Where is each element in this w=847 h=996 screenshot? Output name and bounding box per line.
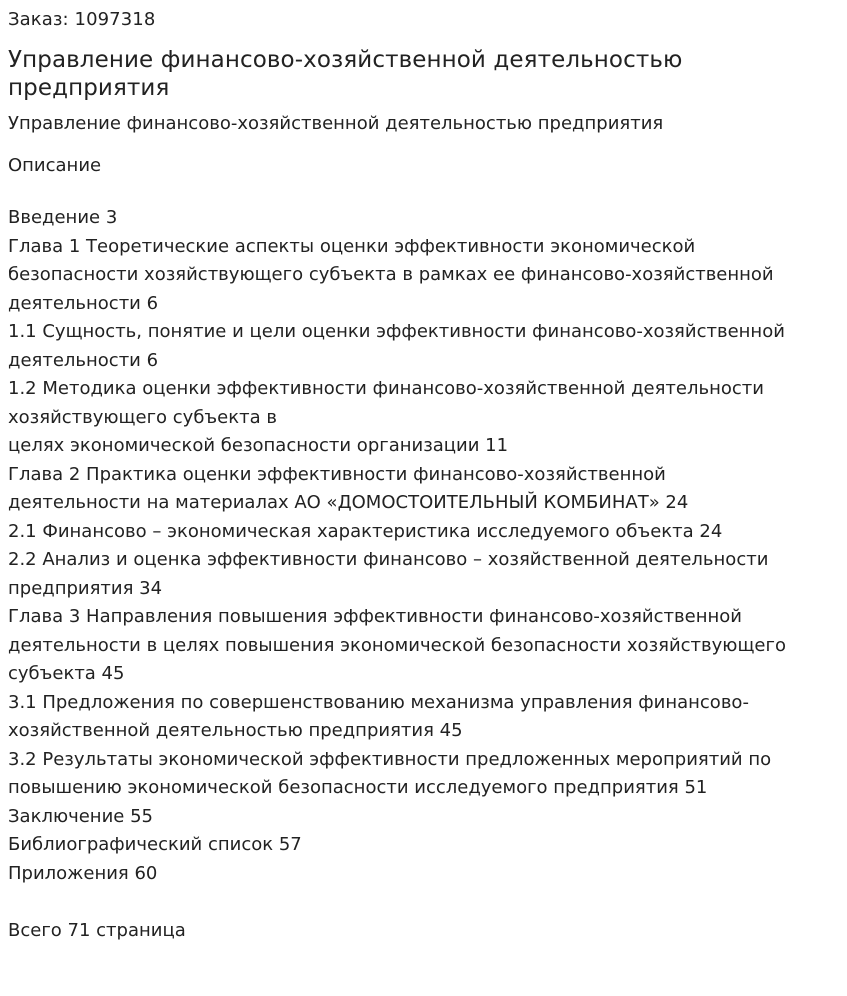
- toc-line: 3.2 Результаты экономической эффективности предложенных мероприятий по: [8, 748, 772, 770]
- toc-line: 1.1 Сущность, понятие и цели оценки эффективности финансово-хозяйственной: [8, 321, 785, 342]
- toc-line: субъекта 45: [8, 663, 125, 684]
- toc-line: Глава 3 Направления повышения эффективности финансово-хозяйственной: [8, 606, 742, 627]
- toc-line: Глава 2 Практика оценки эффективности финансово-хозяйственной: [8, 463, 666, 485]
- toc-line: Библиографический список 57: [8, 834, 302, 855]
- toc-line: Заключение 55: [8, 805, 153, 827]
- toc-line: Введение 3: [8, 207, 118, 228]
- toc-line: деятельности 6: [8, 349, 159, 371]
- toc-line: 3.1 Предложения по совершенствованию механизма управления финансово-: [8, 691, 749, 713]
- toc-line: хозяйственной деятельностью предприятия 45: [8, 720, 463, 741]
- table-of-contents: [8, 204, 839, 945]
- description-heading: Описание: [8, 155, 102, 176]
- toc-line: 2.1 Финансово – экономическая характеристика исследуемого объекта 24: [8, 520, 723, 542]
- toc-line: 2.2 Анализ и оценка эффективности финансово – хозяйственной деятельности: [8, 549, 769, 570]
- toc-line: целях экономической безопасности организации 11: [8, 435, 509, 456]
- toc-line: предприятия 34: [8, 577, 163, 599]
- toc-line: деятельности 6: [8, 292, 159, 314]
- toc-line: Глава 1 Теоретические аспекты оценки эффективности экономической: [8, 235, 696, 257]
- toc-line: 1.2 Методика оценки эффективности финансово-хозяйственной деятельности: [8, 378, 764, 399]
- total-pages: Всего 71 страница: [8, 919, 186, 941]
- order-number: Заказ: 1097318: [8, 9, 156, 30]
- toc-line: Приложения 60: [8, 862, 158, 884]
- page-subtitle: Управление финансово-хозяйственной деятельностью предприятия: [8, 113, 664, 134]
- toc-line: безопасности хозяйствующего субъекта в рамках ее финансово-хозяйственной: [8, 264, 774, 285]
- toc-line: деятельности в целях повышения экономической безопасности хозяйствующего: [8, 634, 786, 656]
- toc-line: повышению экономической безопасности исследуемого предприятия 51: [8, 777, 708, 798]
- toc-line: деятельности на материалах АО «ДОМОСТОИТЕЛЬНЫЙ КОМБИНАТ» 24: [8, 492, 689, 513]
- toc-line: хозяйствующего субъекта в: [8, 406, 277, 428]
- blank-line: [8, 888, 839, 917]
- page-title: Управление финансово-хозяйственной деятельностью предприятия: [8, 47, 683, 101]
